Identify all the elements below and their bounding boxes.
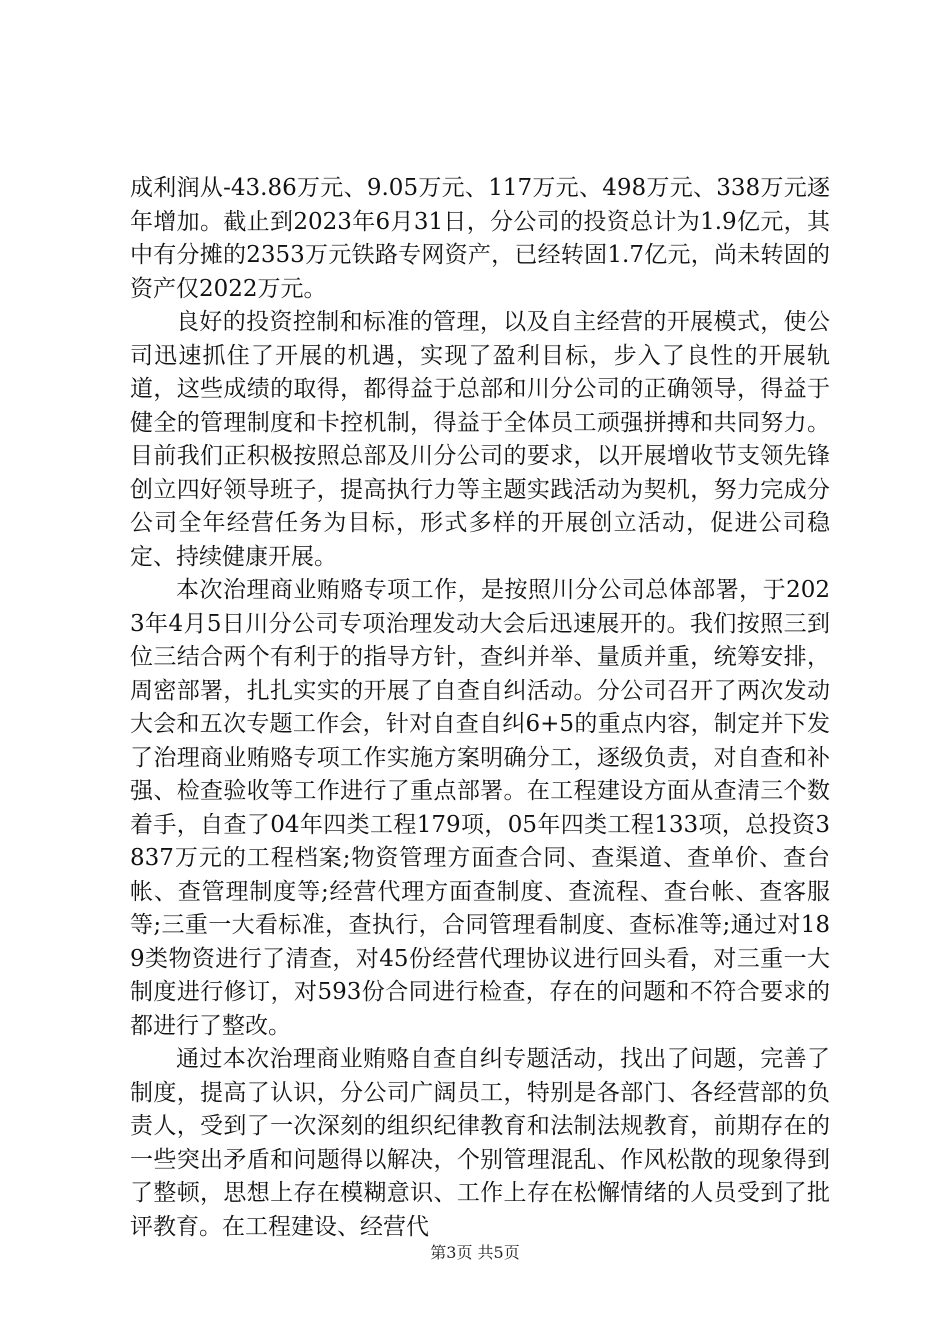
document-body (130, 172, 830, 1244)
paragraph-1: 成利润从-43.86万元、9.05万元、117万元、498万元、338万元逐年增加。截止到2023年6月31日，分公司的投资总计为1.9亿元，其中有分摊的2353万元铁路专网资产，已经转固1.7亿元，尚未转固的资产仅2022万元。 (130, 175, 830, 302)
paragraph-4: 通过本次治理商业贿赂自查自纠专题活动，找出了问题，完善了制度，提高了认识，分公司广阔员工，特别是各部门、各经营部的负责人，受到了一次深刻的组织纪律教育和法制法规教育，前期存在的一些突出矛盾和问题得以解决，个别管理混乱、作风松散的现象得到了整顿，思想上存在模糊意识、工作上存在松懈情绪的人员受到了批评教育。在工程建设、经营代 (130, 1046, 830, 1240)
paragraph-3: 本次治理商业贿赂专项工作，是按照川分公司总体部署，于2023年4月5日川分公司专项治理发动大会后迅速展开的。我们按照三到位三结合两个有利于的指导方针，查纠并举、量质并重，统筹安排，周密部署，扎扎实实的开展了自查自纠活动。分公司召开了两次发动大会和五次专题工作会，针对自查自纠6+5的重点内容，制定并下发了治理商业贿赂专项工作实施方案明确分工，逐级负责，对自查和补强、检查验收等工作进行了重点部署。在工程建设方面从查清三个数着手，自查了04年四类工程179项，05年四类工程133项，总投资3837万元的工程档案;物资管理方面查合同、查渠道、查单价、查台帐、查管理制度等;经营代理方面查制度、查流程、查台帐、查客服等;三重一大看标准，查执行，合同管理看制度、查标准等;通过对189类物资进行了清查，对45份经营代理协议进行回头看，对三重一大制度进行修订，对593份合同进行检查，存在的问题和不符合要求的都进行了整改。 (130, 577, 830, 1039)
paragraph-2: 良好的投资控制和标准的管理，以及自主经营的开展模式，使公司迅速抓住了开展的机遇，实现了盈利目标，步入了良性的开展轨道，这些成绩的取得，都得益于总部和川分公司的正确领导，得益于健全的管理制度和卡控机制，得益于全体员工顽强拼搏和共同努力。目前我们正积极按照总部及川分公司的要求，以开展增收节支领先锋创立四好领导班子，提高执行力等主题实践活动为契机，努力完成分公司全年经营任务为目标，形式多样的开展创立活动，促进公司稳定、持续健康开展。 (130, 309, 830, 570)
page-number-footer: 第3页 共5页 (430, 1243, 520, 1262)
